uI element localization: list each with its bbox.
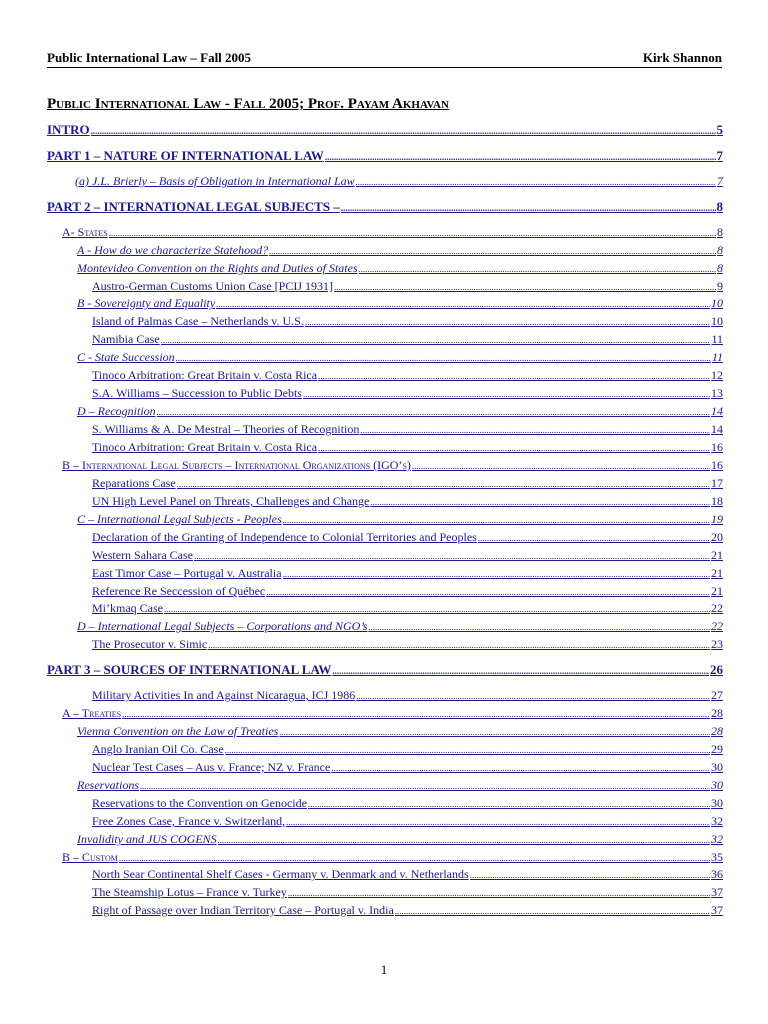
toc-entry-page: 36 (711, 867, 723, 881)
toc-leader (356, 177, 716, 187)
toc-entry-page: 28 (711, 724, 723, 738)
toc-leader (308, 799, 710, 809)
toc-leader (412, 461, 710, 471)
toc-leader (286, 817, 710, 827)
toc-leader (279, 727, 710, 737)
toc-entry-title: PART 1 – NATURE OF INTERNATIONAL LAW (47, 148, 324, 163)
toc-leader (360, 425, 710, 435)
toc-entry-title: B – Custom (62, 850, 118, 864)
toc-leader (478, 533, 710, 543)
toc-entry[interactable] (62, 706, 723, 721)
toc-entry-title: B – International Legal Subjects – International Organizations (IGO’s) (62, 458, 411, 472)
toc-entry[interactable] (92, 494, 723, 509)
toc-entry-page: 8 (717, 225, 723, 239)
toc-entry-title: Austro-German Customs Union Case [PCIJ 1931] (92, 279, 333, 293)
toc-entry-page: 23 (711, 637, 723, 651)
toc-entry[interactable] (62, 458, 723, 473)
toc-entry[interactable] (77, 512, 723, 527)
toc-leader (283, 569, 710, 579)
toc-entry[interactable] (92, 548, 723, 563)
toc-entry-title: The Steamship Lotus – France v. Turkey (92, 885, 287, 899)
toc-entry-page: 17 (711, 476, 723, 490)
toc-entry-title: S.A. Williams – Succession to Public Debts (92, 386, 302, 400)
toc-entry[interactable] (92, 760, 723, 775)
toc-entry[interactable] (47, 148, 723, 164)
toc-entry-page: 12 (711, 368, 723, 382)
toc-entry-page: 30 (711, 760, 723, 774)
header-author: Kirk Shannon (642, 50, 722, 65)
toc-entry-page: 35 (711, 850, 723, 864)
toc-entry[interactable] (92, 476, 723, 491)
toc-entry-title: Reparations Case (92, 476, 176, 490)
toc-entry[interactable] (47, 199, 723, 215)
toc-entry-page: 18 (711, 494, 723, 508)
toc-entry-title: Military Activities In and Against Nicaragua, ICJ 1986 (92, 688, 356, 702)
toc-entry[interactable] (77, 832, 723, 847)
toc-entry[interactable] (92, 368, 723, 383)
toc-entry-title: Nuclear Test Cases – Aus v. France; NZ v. France (92, 760, 331, 774)
toc-leader (109, 228, 716, 238)
toc-leader (122, 709, 710, 719)
toc-leader (119, 853, 710, 863)
toc-entry-page: 37 (711, 903, 723, 917)
toc-entry-title: C – International Legal Subjects - Peoples (77, 512, 282, 526)
toc-entry-page: 5 (716, 122, 723, 137)
toc-entry-title: (a) J.L. Brierly – Basis of Obligation in International Law (75, 174, 355, 188)
toc-entry-page: 28 (711, 706, 723, 720)
toc-entry[interactable] (92, 742, 723, 757)
page-header (47, 50, 722, 68)
toc-entry[interactable] (77, 350, 723, 365)
toc-entry[interactable] (47, 122, 723, 138)
toc-leader (269, 246, 716, 256)
toc-entry[interactable] (77, 404, 723, 419)
toc-leader (266, 587, 710, 597)
toc-entry-title: B - Sovereignty and Equality (77, 296, 216, 310)
toc-leader (218, 835, 710, 845)
toc-entry-title: UN High Level Panel on Threats, Challenges and Change (92, 494, 370, 508)
toc-entry-page: 20 (711, 530, 723, 544)
toc-leader (305, 317, 710, 327)
toc-entry-page: 22 (711, 601, 723, 615)
toc-entry-title: Island of Palmas Case – Netherlands v. U.S. (92, 314, 304, 328)
toc-entry-title: D – International Legal Subjects – Corporations and NGO’s (77, 619, 368, 633)
toc-leader (318, 371, 710, 381)
toc-entry-page: 11 (711, 350, 723, 364)
toc-entry-title: Right of Passage over Indian Territory Case – Portugal v. India (92, 903, 394, 917)
toc-entry[interactable] (75, 174, 723, 189)
toc-leader (332, 666, 709, 676)
toc-entry-title: Tinoco Arbitration: Great Britain v. Costa Rica (92, 440, 318, 454)
toc-entry-title: INTRO (47, 122, 90, 137)
toc-entry-page: 30 (711, 778, 723, 792)
toc-entry[interactable] (77, 261, 723, 276)
toc-leader (208, 640, 710, 650)
toc-leader (176, 353, 711, 363)
toc-entry[interactable] (92, 386, 723, 401)
toc-entry-page: 37 (711, 885, 723, 899)
toc-entry-title: A - How do we characterize Statehood? (77, 243, 269, 257)
toc-entry-title: The Prosecutor v. Simic (92, 637, 208, 651)
toc-entry[interactable] (92, 422, 723, 437)
toc-leader (356, 691, 710, 701)
toc-entry-title: Mi’kmaq Case (92, 601, 163, 615)
toc-entry-page: 19 (711, 512, 723, 526)
toc-leader (91, 126, 716, 136)
toc-entry-title: Anglo Iranian Oil Co. Case (92, 742, 224, 756)
toc-entry-page: 7 (716, 148, 723, 163)
toc-entry-page: 21 (711, 566, 723, 580)
toc-entry-page: 30 (711, 796, 723, 810)
toc-entry-title: PART 2 – INTERNATIONAL LEGAL SUBJECTS – (47, 199, 340, 214)
toc-entry[interactable] (77, 619, 723, 634)
toc-entry-page: 16 (711, 440, 723, 454)
toc-entry[interactable] (92, 601, 723, 616)
toc-entry[interactable] (92, 566, 723, 581)
toc-leader (161, 335, 711, 345)
toc-entry-title: A- States (62, 225, 108, 239)
toc-entry-page: 11 (711, 332, 723, 346)
toc-entry[interactable] (47, 662, 723, 678)
toc-entry[interactable] (92, 637, 723, 652)
toc-entry-page: 14 (711, 404, 723, 418)
toc-entry[interactable] (62, 850, 723, 865)
toc-leader (370, 497, 710, 507)
toc-entry-page: 32 (711, 814, 723, 828)
toc-entry-title: East Timor Case – Portugal v. Australia (92, 566, 282, 580)
toc-entry-title: Reservations to the Convention on Genocide (92, 796, 307, 810)
toc-entry-page: 29 (711, 742, 723, 756)
toc-leader (283, 515, 710, 525)
toc-entry-title: Montevideo Convention on the Rights and Duties of States (77, 261, 358, 275)
toc-entry[interactable] (92, 796, 723, 811)
toc-entry[interactable] (62, 225, 723, 240)
header-course-title: Public International Law – Fall 2005 (47, 50, 252, 65)
toc-entry-page: 21 (711, 548, 723, 562)
toc-leader (177, 479, 710, 489)
toc-entry-page: 22 (711, 619, 723, 633)
toc-entry[interactable] (77, 243, 723, 258)
toc-entry-title: C - State Succession (77, 350, 175, 364)
toc-entry[interactable] (92, 279, 723, 294)
toc-entry[interactable] (92, 584, 723, 599)
toc-entry-page: 7 (717, 174, 723, 188)
toc-leader (359, 264, 716, 274)
toc-entry[interactable] (77, 778, 723, 793)
toc-entry-page: 27 (711, 688, 723, 702)
toc-entry-page: 8 (717, 243, 723, 257)
toc-entry[interactable] (92, 867, 723, 882)
toc-leader (140, 781, 710, 791)
toc-leader (395, 906, 710, 916)
toc-entry-page: 16 (711, 458, 723, 472)
toc-leader (164, 604, 710, 614)
toc-entry-page: 8 (717, 261, 723, 275)
toc-leader (318, 443, 710, 453)
toc-entry-title: A – Treaties (62, 706, 122, 720)
toc-entry[interactable] (92, 814, 723, 829)
toc-entry-title: Invalidity and JUS COGENS (77, 832, 217, 846)
toc-leader (194, 551, 710, 561)
toc-leader (331, 763, 710, 773)
toc-entry-page: 10 (711, 296, 723, 310)
toc-entry-title: Declaration of the Granting of Independence to Colonial Territories and Peoples (92, 530, 477, 544)
toc-leader (157, 407, 710, 417)
toc-entry-page: 10 (711, 314, 723, 328)
toc-entry-title: S. Williams & A. De Mestral – Theories of Recognition (92, 422, 360, 436)
toc-leader (368, 622, 710, 632)
toc-entry[interactable] (92, 903, 723, 918)
toc-entry[interactable] (92, 885, 723, 900)
toc-leader (325, 152, 716, 162)
toc-entry-title: Reservations (77, 778, 139, 792)
toc-entry-page: 26 (710, 662, 723, 677)
toc-leader (288, 888, 710, 898)
toc-leader (303, 389, 710, 399)
toc-leader (470, 870, 710, 880)
toc-entry-title: PART 3 – SOURCES OF INTERNATIONAL LAW (47, 662, 332, 677)
document-title: Public International Law - Fall 2005; Prof. Payam Akhavan (47, 96, 449, 112)
toc-entry-page: 21 (711, 584, 723, 598)
toc-entry[interactable] (77, 296, 723, 311)
toc-entry[interactable] (92, 440, 723, 455)
page-number: 1 (380, 962, 388, 977)
toc-entry[interactable] (92, 314, 723, 329)
toc-entry-page: 13 (711, 386, 723, 400)
toc-entry-page: 9 (717, 279, 723, 293)
toc-entry-title: Free Zones Case, France v. Switzerland, (92, 814, 286, 828)
toc-entry[interactable] (92, 688, 723, 703)
toc-entry[interactable] (92, 530, 723, 545)
toc-entry-page: 32 (711, 832, 723, 846)
toc-leader (225, 745, 710, 755)
toc-entry-page: 14 (711, 422, 723, 436)
toc-entry-title: Tinoco Arbitration: Great Britain v. Costa Rica (92, 368, 318, 382)
toc-entry-title: North Sear Continental Shelf Cases - Germany v. Denmark and v. Netherlands (92, 867, 469, 881)
toc-entry-title: Namibia Case (92, 332, 160, 346)
toc-entry[interactable] (77, 724, 723, 739)
toc-entry-title: Vienna Convention on the Law of Treaties (77, 724, 279, 738)
toc-entry-title: Western Sahara Case (92, 548, 193, 562)
toc-entry[interactable] (92, 332, 723, 347)
toc-entry-title: Reference Re Seccession of Québec (92, 584, 266, 598)
toc-leader (216, 299, 710, 309)
toc-entry-page: 8 (716, 199, 723, 214)
toc-entry-title: D – Recognition (77, 404, 156, 418)
toc-leader (341, 203, 716, 213)
toc-leader (334, 282, 716, 292)
